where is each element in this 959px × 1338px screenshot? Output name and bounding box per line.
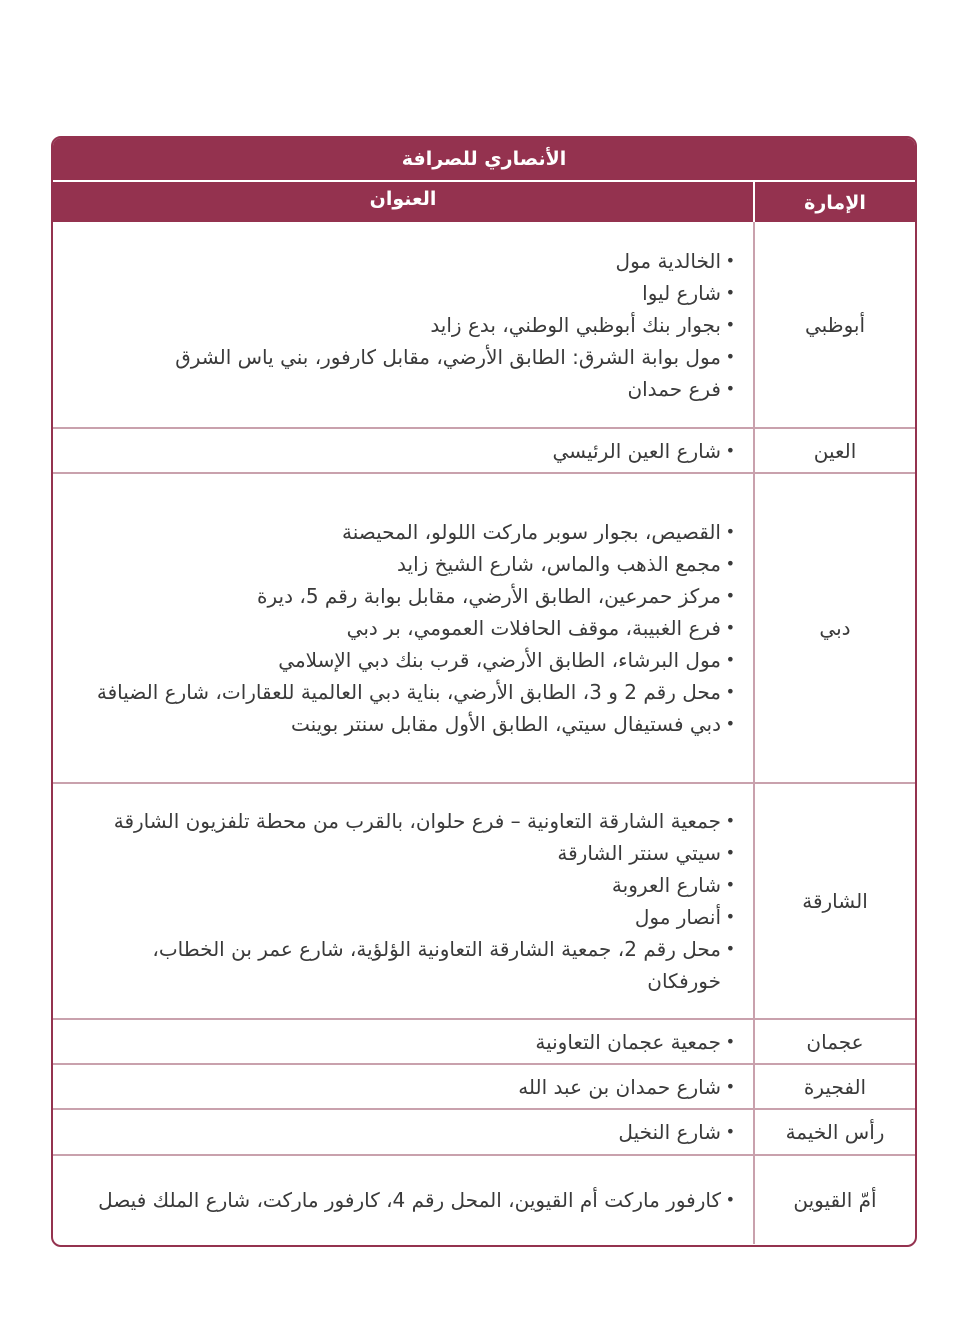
table-row [53,222,915,427]
table-row [53,1018,915,1063]
address-list [73,245,735,405]
address-item: • جمعية عجمان التعاونية [73,1026,735,1058]
emirate-cell: الشارقة [753,784,915,1018]
address-cell [53,429,753,472]
address-list [73,805,735,997]
address-list [73,516,735,740]
table-body [53,222,915,1244]
address-item: • مركز حمرعين، الطابق الأرضي، مقابل بوابة رقم 5، ديرة [73,580,735,612]
table-row [53,427,915,472]
branches-table [51,136,917,1247]
emirate-cell: دبي [753,474,915,782]
address-item: • مول البرشاء، الطابق الأرضي، قرب بنك دبي الإسلامي [73,644,735,676]
address-item: • محل رقم 2 و 3، الطابق الأرضي، بناية دبي العالمية للعقارات، شارع الضيافة [73,676,735,708]
table-row [53,1154,915,1244]
address-item: • شارع حمدان بن عبد الله [73,1071,735,1103]
address-cell [53,1156,753,1244]
table-header-row [53,182,915,222]
address-list [73,1071,735,1103]
emirate-cell: عجمان [753,1020,915,1063]
table-title: الأنصاري للصرافة [53,138,915,182]
emirate-cell: أبوظبي [753,222,915,427]
address-list [73,1184,735,1216]
address-cell [53,1110,753,1154]
address-cell [53,1065,753,1108]
address-item: • فرع الغبيبة، موقف الحافلات العمومي، بر دبي [73,612,735,644]
address-item: • شارع النخيل [73,1116,735,1148]
address-cell [53,222,753,427]
address-item: • جمعية الشارقة التعاونية – فرع حلوان، بالقرب من محطة تلفزيون الشارقة [73,805,735,837]
address-list [73,435,735,467]
address-item: • شارع العين الرئيسي [73,435,735,467]
emirate-cell: رأس الخيمة [753,1110,915,1154]
table-row [53,472,915,782]
address-item: • سيتي سنتر الشارقة [73,837,735,869]
table-row [53,1108,915,1154]
header-address: العنوان [369,188,437,210]
address-item: • شارع ليوا [73,277,735,309]
emirate-cell: الفجيرة [753,1065,915,1108]
address-item: • فرع حمدان [73,373,735,405]
address-item: • كارفور ماركت أم القيوين، المحل رقم 4، كارفور ماركت، شارع الملك فيصل [73,1184,735,1216]
table-row [53,1063,915,1108]
address-cell [53,474,753,782]
address-item: • القصيص، بجوار سوبر ماركت اللولو، المحيصنة [73,516,735,548]
emirate-cell: أمّ القيوين [753,1156,915,1244]
emirate-cell: العين [753,429,915,472]
address-item: • بجوار بنك أبوظبي الوطني، بدع زايد [73,309,735,341]
address-item: • مول بوابة الشرق: الطابق الأرضي، مقابل كارفور، بني ياس الشرق [73,341,735,373]
address-item: • الخالدية مول [73,245,735,277]
address-list [73,1026,735,1058]
address-cell [53,1020,753,1063]
address-item: • محل رقم 2، جمعية الشارقة التعاونية الؤلؤية، شارع عمر بن الخطاب، خورفكان [73,933,735,997]
address-list [73,1116,735,1148]
address-item: • شارع العروبة [73,869,735,901]
table-row [53,782,915,1018]
address-item: • دبي فستيفال سيتي، الطابق الأول مقابل سنتر بوينت [73,708,735,740]
address-item: • مجمع الذهب والماس، شارع الشيخ زايد [73,548,735,580]
address-item: • أنصار مول [73,901,735,933]
address-cell [53,784,753,1018]
header-emirate: الإمارة [753,182,915,222]
